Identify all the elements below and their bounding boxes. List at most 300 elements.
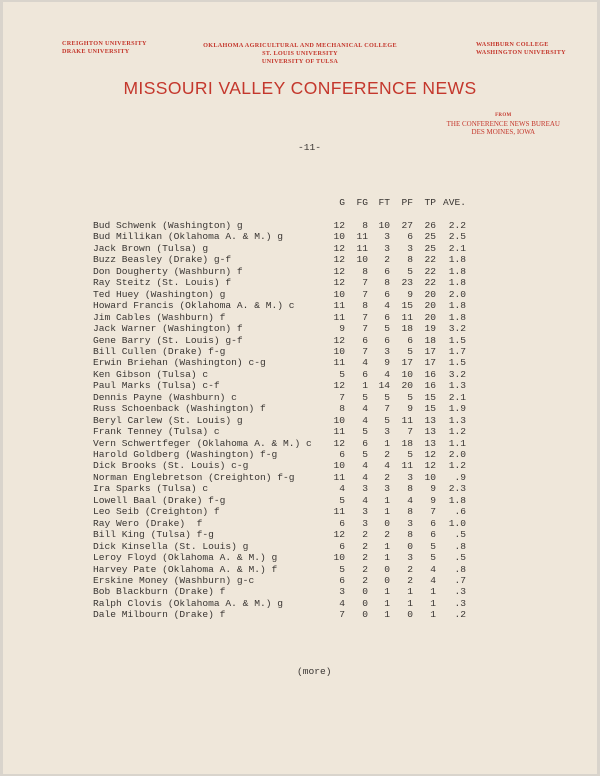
stat-cell: .3 (454, 597, 466, 609)
stat-cell: 1 (384, 552, 390, 564)
stat-cell: .8 (454, 563, 466, 575)
player-name: Beryl Carlew (St. Louis) g (93, 414, 243, 426)
stat-cell: 1.0 (448, 517, 466, 529)
stat-cell: 0 (384, 574, 390, 586)
column-header: AVE. (442, 197, 466, 208)
table-row (0, 518, 600, 529)
stat-cell: 0 (362, 586, 368, 598)
stat-cell: 22 (424, 277, 436, 289)
stat-cell: 9 (384, 357, 390, 369)
column-header: TP (424, 197, 436, 208)
stat-cell: 13 (424, 414, 436, 426)
stat-cell: 3 (362, 506, 368, 518)
stat-cell: 7 (430, 506, 436, 518)
stat-cell: 1.8 (448, 494, 466, 506)
stat-cell: 8 (384, 277, 390, 289)
stat-cell: 6 (339, 517, 345, 529)
stat-cell: 2 (362, 540, 368, 552)
player-name: Howard Francis (Oklahoma A. & M.) c (93, 300, 295, 312)
stat-cell: 11 (356, 242, 368, 254)
player-name: Buzz Beasley (Drake) g-f (93, 254, 232, 266)
stat-cell: 11 (401, 311, 413, 323)
stat-cell: 26 (424, 220, 436, 231)
stat-cell: .6 (454, 506, 466, 518)
stat-cell: 4 (339, 483, 345, 495)
stat-cell: 6 (339, 449, 345, 460)
stat-cell: 0 (362, 609, 368, 621)
stat-cell: 10 (333, 231, 345, 243)
table-row (0, 506, 600, 517)
stat-cell: 1.2 (448, 460, 466, 472)
player-name: Ted Huey (Washington) g (93, 288, 226, 300)
stat-cell: 0 (384, 563, 390, 575)
stat-cell: 1.8 (448, 311, 466, 323)
stat-cell: 3 (339, 586, 345, 598)
stat-cell: 1 (430, 586, 436, 598)
player-name: Dennis Payne (Washburn) c (93, 391, 237, 403)
table-row (0, 243, 600, 254)
player-name: Ralph Clovis (Oklahoma A. & M.) g (93, 597, 283, 609)
stat-cell: 15 (424, 403, 436, 415)
stat-cell: 8 (407, 529, 413, 541)
player-name: Russ Schoenback (Washington) f (93, 403, 266, 415)
stat-cell: 4 (362, 403, 368, 415)
stat-cell: 2.0 (448, 288, 466, 300)
player-name: Bill King (Tulsa) f-g (93, 529, 214, 541)
stat-cell: 1.8 (448, 300, 466, 312)
column-header: G (339, 197, 345, 208)
stat-cell: .8 (454, 540, 466, 552)
stat-cell: 4 (384, 368, 390, 380)
stat-cell: 5 (384, 323, 390, 335)
stat-cell: 2.3 (448, 483, 466, 495)
stat-cell: 2.1 (448, 391, 466, 403)
stat-cell: 7 (339, 609, 345, 621)
stat-cell: 10 (333, 460, 345, 472)
stat-cell: 6 (384, 288, 390, 300)
stat-cell: 15 (401, 300, 413, 312)
stat-cell: .7 (454, 574, 466, 586)
stat-cell: 1.8 (448, 277, 466, 289)
stat-cell: 13 (424, 426, 436, 438)
stat-cell: 4 (430, 563, 436, 575)
stat-cell: 3.2 (448, 368, 466, 380)
stat-cell: 2 (384, 529, 390, 541)
stat-cell: 7 (362, 345, 368, 357)
player-name: Bud Millikan (Oklahoma A. & M.) g (93, 231, 283, 243)
table-row (0, 564, 600, 575)
stat-cell: 5 (339, 368, 345, 380)
stat-cell: 2 (362, 529, 368, 541)
stat-cell: 1 (430, 609, 436, 621)
table-row (0, 289, 600, 300)
player-name: Erskine Money (Washburn) g-c (93, 574, 255, 586)
stat-cell: 16 (424, 368, 436, 380)
stat-cell: 11 (356, 231, 368, 243)
stat-cell: 7 (384, 403, 390, 415)
table-row (0, 529, 600, 540)
player-name: Paul Marks (Tulsa) c-f (93, 380, 220, 392)
stat-cell: 11 (401, 414, 413, 426)
table-row (0, 335, 600, 346)
stat-cell: 4 (339, 597, 345, 609)
stat-cell: 5 (362, 426, 368, 438)
stat-cell: 12 (333, 380, 345, 392)
table-row (0, 598, 600, 609)
stat-cell: 6 (384, 334, 390, 346)
stat-cell: 3 (384, 483, 390, 495)
table-row (0, 460, 600, 471)
player-name: Bud Schwenk (Washington) g (93, 220, 243, 231)
table-row (0, 323, 600, 334)
table-row (0, 380, 600, 391)
stat-cell: 6 (339, 574, 345, 586)
stat-cell: 6 (384, 311, 390, 323)
stat-cell: 9 (430, 483, 436, 495)
stat-cell: 10 (401, 368, 413, 380)
stat-cell: 5 (362, 391, 368, 403)
table-row (0, 483, 600, 494)
stat-cell: 7 (407, 426, 413, 438)
player-name: Ken Gibson (Tulsa) c (93, 368, 209, 380)
stat-cell: 5 (407, 345, 413, 357)
stat-cell: 4 (384, 460, 390, 472)
table-row (0, 552, 600, 563)
stat-cell: 8 (362, 300, 368, 312)
stat-cell: 17 (401, 357, 413, 369)
player-name: Dale Milbourn (Drake) f (93, 609, 226, 621)
player-name: Leroy Floyd (Oklahoma A. & M.) g (93, 552, 278, 564)
stat-cell: 22 (424, 254, 436, 266)
news-bureau (447, 112, 560, 136)
bureau-location: DES MOINES, IOWA (471, 128, 536, 136)
stat-cell: 10 (356, 254, 368, 266)
table-row (0, 346, 600, 357)
stat-cell: 9 (430, 494, 436, 506)
stat-cell: 10 (333, 288, 345, 300)
stat-cell: 23 (401, 277, 413, 289)
stat-cell: .5 (454, 552, 466, 564)
school-name: UNIVERSITY OF TULSA (261, 58, 339, 65)
player-name: Gene Barry (St. Louis) g-f (93, 334, 243, 346)
more-note: (more) (297, 666, 332, 677)
player-name: Ray Steitz (St. Louis) f (93, 277, 232, 289)
player-name: Harold Goldberg (Washington) f-g (93, 449, 278, 460)
stat-cell: 5 (430, 540, 436, 552)
stat-cell: 6 (407, 334, 413, 346)
table-row (0, 495, 600, 506)
stat-cell: 2 (384, 254, 390, 266)
school-name: WASHINGTON UNIVERSITY (476, 49, 566, 56)
stat-cell: 6 (384, 265, 390, 277)
stat-cell: 10 (333, 345, 345, 357)
stat-cell: 6 (430, 517, 436, 529)
column-header: FG (356, 197, 368, 208)
stat-cell: 25 (424, 231, 436, 243)
table-row (0, 586, 600, 597)
stat-cell: 13 (424, 437, 436, 449)
stat-cell: 4 (430, 574, 436, 586)
table-row (0, 541, 600, 552)
school-name: CREIGHTON UNIVERSITY (62, 40, 147, 47)
stat-cell: 10 (333, 552, 345, 564)
column-header: PF (401, 197, 413, 208)
table-row (0, 277, 600, 288)
stat-cell: 5 (430, 552, 436, 564)
stat-cell: 8 (339, 403, 345, 415)
table-row (0, 312, 600, 323)
school-name: OKLAHOMA AGRICULTURAL AND MECHANICAL COLLEGE (203, 42, 397, 49)
stat-cell: .5 (454, 529, 466, 541)
stat-cell: 27 (401, 220, 413, 231)
stat-cell: 16 (424, 380, 436, 392)
stat-cell: 9 (407, 403, 413, 415)
stat-cell: 4 (362, 471, 368, 483)
stat-cell: 11 (333, 311, 345, 323)
stat-cell: 1 (384, 494, 390, 506)
player-name: Dick Kinsella (St. Louis) g (93, 540, 249, 552)
player-name: Jim Cables (Washburn) f (93, 311, 226, 323)
stat-cell: .3 (454, 586, 466, 598)
stat-cell: 0 (407, 609, 413, 621)
player-name: Norman Englebretson (Creighton) f-g (93, 471, 295, 483)
stat-cell: 1 (384, 597, 390, 609)
stat-cell: 2 (407, 563, 413, 575)
stat-cell: 1 (384, 437, 390, 449)
stat-cell: 18 (401, 323, 413, 335)
stat-cell: 15 (424, 391, 436, 403)
player-name: Don Dougherty (Washburn) f (93, 265, 243, 277)
stat-cell: 6 (362, 368, 368, 380)
stat-cell: 18 (424, 334, 436, 346)
stat-cell: 4 (362, 460, 368, 472)
stat-cell: 12 (333, 254, 345, 266)
player-name: Bill Cullen (Drake) f-g (93, 345, 226, 357)
from-label: FROM (495, 113, 512, 118)
stat-cell: 1.9 (448, 403, 466, 415)
stat-cell: 1.5 (448, 357, 466, 369)
player-name: Erwin Briehan (Washington) c-g (93, 357, 266, 369)
stat-cell: 3 (407, 471, 413, 483)
player-name: Harvey Pate (Oklahoma A. & M.) f (93, 563, 278, 575)
stat-cell: 17 (424, 345, 436, 357)
stat-cell: 1 (384, 609, 390, 621)
stat-cell: 1 (407, 597, 413, 609)
stat-cell: 2 (407, 574, 413, 586)
player-name: Lowell Baal (Drake) f-g (93, 494, 226, 506)
stat-cell: 1 (430, 597, 436, 609)
table-row (0, 357, 600, 368)
stat-cell: 8 (407, 506, 413, 518)
table-row (0, 415, 600, 426)
stat-cell: 12 (424, 449, 436, 460)
letterhead-right (476, 41, 566, 57)
stat-cell: 5 (362, 449, 368, 460)
stat-cell: 2.1 (448, 242, 466, 254)
player-name: Bob Blackburn (Drake) f (93, 586, 226, 598)
stat-cell: 7 (362, 311, 368, 323)
school-name: WASHBURN COLLEGE (476, 41, 549, 48)
bureau-name: THE CONFERENCE NEWS BUREAU (446, 120, 560, 128)
stat-cell: 5 (407, 391, 413, 403)
stat-cell: 6 (362, 437, 368, 449)
stat-cell: 5 (384, 414, 390, 426)
stat-cell: 4 (362, 494, 368, 506)
stat-cell: 8 (362, 265, 368, 277)
stat-cell: 8 (362, 220, 368, 231)
stat-cell: 12 (333, 437, 345, 449)
table-row (0, 438, 600, 449)
page-number: -11- (298, 142, 322, 153)
stat-cell: 11 (333, 357, 345, 369)
table-row (0, 254, 600, 265)
stat-cell: 20 (424, 300, 436, 312)
stat-cell: 5 (339, 563, 345, 575)
table-row (0, 392, 600, 403)
stat-cell: 17 (424, 357, 436, 369)
stat-cell: 4 (362, 414, 368, 426)
letterhead-title: MISSOURI VALLEY CONFERENCE NEWS (123, 78, 477, 98)
stat-cell: 3 (407, 552, 413, 564)
stat-cell: 14 (378, 380, 390, 392)
stat-cell: 1 (407, 586, 413, 598)
table-row (0, 220, 600, 231)
stat-cell: 20 (424, 288, 436, 300)
stat-cell: 2.0 (448, 449, 466, 460)
stat-cell: 7 (362, 277, 368, 289)
stat-cell: 12 (333, 265, 345, 277)
stat-cell: 7 (362, 288, 368, 300)
stat-cell: 12 (333, 277, 345, 289)
stat-cell: 1.7 (448, 345, 466, 357)
stat-cell: 10 (378, 220, 390, 231)
column-header: FT (378, 197, 390, 208)
stat-cell: 6 (362, 334, 368, 346)
stat-cell: 4 (362, 357, 368, 369)
player-name: Leo Seib (Creighton) f (93, 506, 220, 518)
table-row (0, 266, 600, 277)
stat-cell: 4 (384, 300, 390, 312)
stat-cell: 9 (339, 323, 345, 335)
stat-cell: 5 (407, 449, 413, 460)
stat-cell: 20 (424, 311, 436, 323)
player-name: Ray Wero (Drake) f (93, 517, 203, 529)
stat-cell: 0 (384, 517, 390, 529)
stat-cell: 1.5 (448, 334, 466, 346)
stat-cell: 1 (384, 506, 390, 518)
table-row (0, 369, 600, 380)
player-name: Frank Tenney (Tulsa) c (93, 426, 220, 438)
stat-cell: 22 (424, 265, 436, 277)
table-header-row (0, 197, 600, 208)
player-name: Vern Schwertfeger (Oklahoma A. & M.) c (93, 437, 312, 449)
player-name: Ira Sparks (Tulsa) c (93, 483, 209, 495)
stat-cell: 3 (407, 517, 413, 529)
table-row (0, 449, 600, 460)
stat-cell: 7 (339, 391, 345, 403)
table-row (0, 231, 600, 242)
stat-cell: .2 (454, 609, 466, 621)
table-row (0, 472, 600, 483)
stat-cell: 19 (424, 323, 436, 335)
stat-cell: 7 (362, 323, 368, 335)
stat-cell: 11 (333, 426, 345, 438)
stat-cell: 2 (384, 449, 390, 460)
stat-cell: 10 (333, 414, 345, 426)
stat-cell: .9 (454, 471, 466, 483)
stat-cell: 10 (424, 471, 436, 483)
stat-cell: 8 (407, 254, 413, 266)
player-name: Jack Warner (Washington) f (93, 323, 243, 335)
stat-cell: 3 (384, 242, 390, 254)
stat-cell: 3 (407, 242, 413, 254)
stat-cell: 3 (362, 483, 368, 495)
stat-cell: 1.8 (448, 254, 466, 266)
stat-cell: 1.3 (448, 380, 466, 392)
stat-cell: 12 (333, 242, 345, 254)
stat-cell: 4 (407, 494, 413, 506)
stat-cell: 1.8 (448, 265, 466, 277)
stat-cell: 8 (407, 483, 413, 495)
stat-cell: 1.2 (448, 426, 466, 438)
stat-cell: 2 (362, 574, 368, 586)
stat-cell: 25 (424, 242, 436, 254)
stat-cell: 12 (424, 460, 436, 472)
stat-cell: 11 (401, 460, 413, 472)
table-row (0, 609, 600, 620)
player-name: Dick Brooks (St. Louis) c-g (93, 460, 249, 472)
stat-cell: 3.2 (448, 323, 466, 335)
stat-cell: 1.1 (448, 437, 466, 449)
table-row (0, 575, 600, 586)
stat-cell: 5 (407, 265, 413, 277)
stat-cell: 11 (333, 300, 345, 312)
stat-cell: 12 (333, 529, 345, 541)
table-row (0, 426, 600, 437)
stat-cell: 3 (384, 426, 390, 438)
player-name: Jack Brown (Tulsa) g (93, 242, 209, 254)
stat-cell: 6 (407, 231, 413, 243)
stat-cell: 1 (384, 586, 390, 598)
stat-cell: 6 (339, 540, 345, 552)
school-name: DRAKE UNIVERSITY (62, 48, 130, 55)
stat-cell: 0 (362, 597, 368, 609)
stat-cell: 11 (333, 506, 345, 518)
stat-cell: 2.5 (448, 231, 466, 243)
stat-cell: 12 (333, 220, 345, 231)
table-row (0, 300, 600, 311)
stat-cell: 1 (362, 380, 368, 392)
school-name: ST. LOUIS UNIVERSITY (262, 50, 338, 57)
table-row (0, 403, 600, 414)
stat-cell: 2.2 (448, 220, 466, 231)
stat-cell: 2 (362, 552, 368, 564)
stat-cell: 9 (407, 288, 413, 300)
stat-cell: 2 (362, 563, 368, 575)
stat-cell: 2 (384, 471, 390, 483)
stat-cell: 3 (362, 517, 368, 529)
stat-cell: 5 (384, 391, 390, 403)
stat-cell: 1 (384, 540, 390, 552)
stat-cell: 6 (430, 529, 436, 541)
stat-cell: 11 (333, 471, 345, 483)
stat-cell: 3 (384, 231, 390, 243)
stat-cell: 0 (407, 540, 413, 552)
stat-cell: 18 (401, 437, 413, 449)
stat-cell: 20 (401, 380, 413, 392)
stat-cell: 12 (333, 334, 345, 346)
stat-cell: 3 (384, 345, 390, 357)
